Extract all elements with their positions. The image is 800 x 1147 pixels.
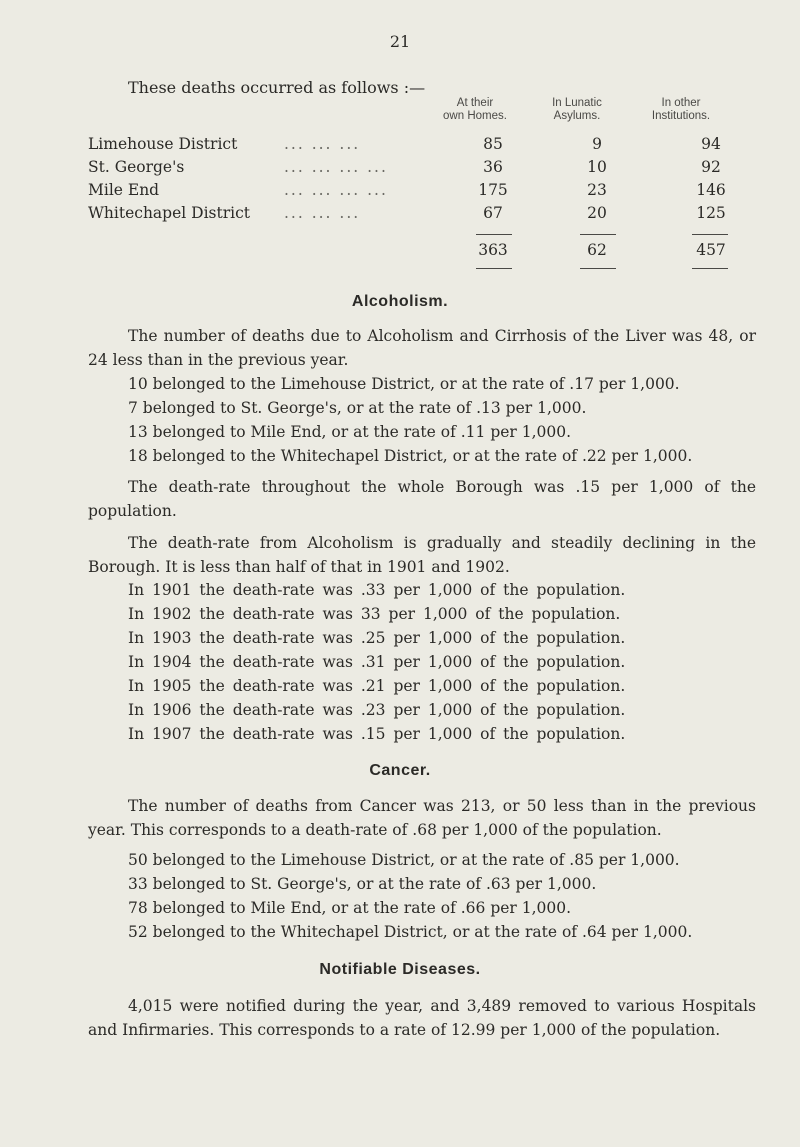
table-row bbox=[88, 158, 728, 180]
leader-dots: ... ... ... bbox=[284, 135, 361, 153]
district-line: 78 belonged to Mile End, or at the rate of .66 per 1,000. bbox=[128, 899, 572, 917]
paragraph: The number of deaths from Cancer was 213, or 50 less than in the previous year. This corresponds to a death-rate of .68 per 1,000 of the population. bbox=[88, 797, 756, 839]
section-heading-notifiable-diseases: Notifiable Diseases. bbox=[319, 961, 481, 978]
row-label: Limehouse District bbox=[88, 135, 238, 153]
cell-institutions: 94 bbox=[701, 135, 721, 153]
table-row bbox=[88, 135, 728, 157]
paragraph: The death-rate throughout the whole Borough was .15 per 1,000 of the population. bbox=[88, 478, 756, 520]
divider-rule bbox=[476, 234, 512, 235]
divider-rule bbox=[692, 268, 728, 269]
total-asylums: 62 bbox=[587, 241, 607, 259]
year-line: In 1903 the death-rate was .25 per 1,000 of the population. bbox=[128, 629, 626, 647]
divider-rule bbox=[476, 268, 512, 269]
cell-asylums: 9 bbox=[592, 135, 602, 153]
leader-dots: ... ... ... bbox=[284, 204, 361, 222]
year-line: In 1905 the death-rate was .21 per 1,000 of the population. bbox=[128, 677, 626, 695]
section-heading-cancer: Cancer. bbox=[369, 762, 431, 779]
totals-row bbox=[88, 241, 728, 263]
divider-rule bbox=[692, 234, 728, 235]
year-line: In 1906 the death-rate was .23 per 1,000 of the population. bbox=[128, 701, 626, 719]
divider-rule bbox=[580, 234, 616, 235]
paragraph: The death-rate from Alcoholism is gradually and steadily declining in the Borough. It is less than half of that in 1901 and 1902. bbox=[88, 534, 756, 576]
cell-homes: 36 bbox=[483, 158, 503, 176]
cell-asylums: 23 bbox=[587, 181, 607, 199]
district-line: 7 belonged to St. George's, or at the rate of .13 per 1,000. bbox=[128, 399, 587, 417]
table-row bbox=[88, 181, 728, 203]
year-line: In 1901 the death-rate was .33 per 1,000 of the population. bbox=[128, 581, 626, 599]
district-line: 50 belonged to the Limehouse District, or at the rate of .85 per 1,000. bbox=[128, 851, 680, 869]
district-line: 33 belonged to St. George's, or at the rate of .63 per 1,000. bbox=[128, 875, 597, 893]
leader-dots: ... ... ... ... bbox=[284, 158, 388, 176]
row-label: Mile End bbox=[88, 181, 160, 199]
paragraph: The number of deaths due to Alcoholism and Cirrhosis of the Liver was 48, or 24 less than in the previous year. bbox=[88, 327, 756, 369]
row-label: Whitechapel District bbox=[88, 204, 251, 222]
paragraph: 4,015 were notified during the year, and 3,489 removed to various Hospitals and Infirmaries. This corresponds to a rate of 12.99 per 1,000 of the population. bbox=[88, 997, 756, 1039]
year-line: In 1904 the death-rate was .31 per 1,000 of the population. bbox=[128, 653, 626, 671]
district-line: 13 belonged to Mile End, or at the rate of .11 per 1,000. bbox=[128, 423, 572, 441]
cell-asylums: 10 bbox=[587, 158, 607, 176]
cell-asylums: 20 bbox=[587, 204, 607, 222]
row-label: St. George's bbox=[88, 158, 185, 176]
district-line: 52 belonged to the Whitechapel District, or at the rate of .64 per 1,000. bbox=[128, 923, 693, 941]
page-number: 21 bbox=[389, 32, 411, 51]
district-line: 18 belonged to the Whitechapel District, or at the rate of .22 per 1,000. bbox=[128, 447, 693, 465]
table-row bbox=[88, 204, 728, 226]
district-line: 10 belonged to the Limehouse District, or at the rate of .17 per 1,000. bbox=[128, 375, 680, 393]
year-line: In 1907 the death-rate was .15 per 1,000 of the population. bbox=[128, 725, 626, 743]
cell-institutions: 92 bbox=[701, 158, 721, 176]
col-header-homes: At their own Homes. bbox=[443, 97, 507, 122]
total-homes: 363 bbox=[478, 241, 508, 259]
year-line: In 1902 the death-rate was 33 per 1,000 of the population. bbox=[128, 605, 621, 623]
cell-homes: 175 bbox=[478, 181, 508, 199]
cell-institutions: 125 bbox=[696, 204, 726, 222]
leader-dots: ... ... ... ... bbox=[284, 181, 388, 199]
col-header-institutions: In other Institutions. bbox=[651, 97, 711, 122]
divider-rule bbox=[580, 268, 616, 269]
intro-text: These deaths occurred as follows :— bbox=[128, 78, 426, 97]
cell-institutions: 146 bbox=[696, 181, 726, 199]
cell-homes: 85 bbox=[483, 135, 503, 153]
section-heading-alcoholism: Alcoholism. bbox=[351, 293, 449, 310]
col-header-asylums: In Lunatic Asylums. bbox=[552, 97, 602, 122]
total-institutions: 457 bbox=[696, 241, 726, 259]
cell-homes: 67 bbox=[483, 204, 503, 222]
